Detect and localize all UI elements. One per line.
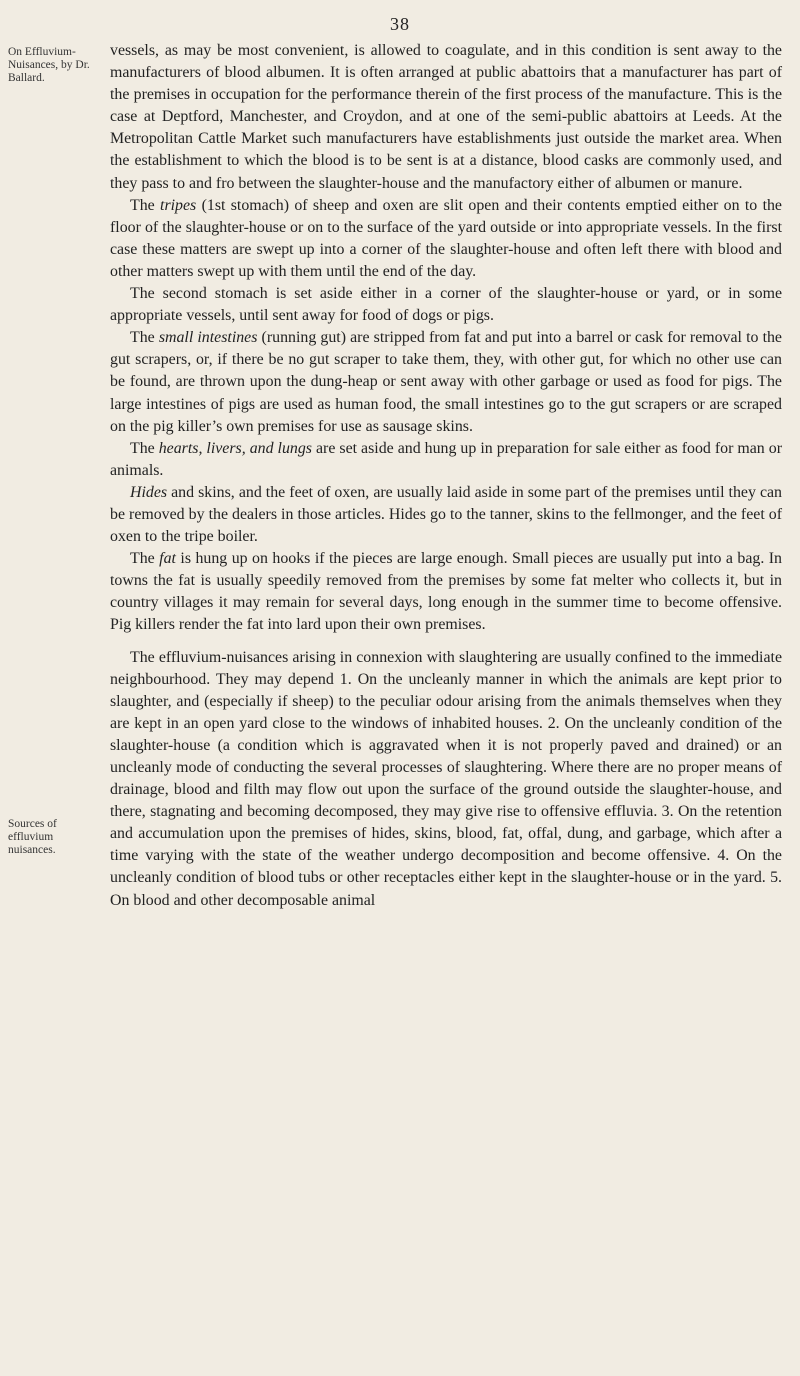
page-number: 38 <box>390 14 410 34</box>
term-hearts-livers-lungs: hearts, livers, and lungs <box>158 439 312 457</box>
paragraph-small-intestines <box>110 327 782 437</box>
term-small-intestines: small intestines <box>158 329 258 347</box>
paragraph-body: are set aside and hung up in preparation for sale either as food for man or animals. <box>110 439 782 479</box>
paragraph-body: and skins, and the feet of oxen, are usually laid aside in some part of the premises until they can be removed by the dealers in those articles. Hides go to the tanner, skins to the fellmonger, and the feet of oxen to the tripe boiler. <box>110 483 782 546</box>
paragraph-body: (1st stomach) of sheep and oxen are slit open and their contents emptied either on to the floor of the slaughter-house or on to the surface of the yard outside or into appropriate vessels. In the first case these matters are swept up into a corner of the slaughter-house and often left there with blood and other matters swept up with them until the end of the day. <box>110 196 782 280</box>
margin-note-sources: Sources of effluvium nuisances. <box>8 818 57 856</box>
paragraph-lead: The <box>130 196 161 214</box>
paragraph-body: is hung up on hooks if the pieces are large enough. Small pieces are usually put into a bag. In towns the fat is usually speedily removed from the premises by some fat melter who collects it, but in country villages it may remain for several days, long enough in the summer time to become offensive. Pig killers render the fat into lard upon their own premises. <box>110 550 782 634</box>
term-tripes: tripes <box>160 196 197 214</box>
paragraph-second-stomach: The second stomach is set aside either in a corner of the slaughter-house or yard, or in some appropriate vessels, until sent away for food of dogs or pigs. <box>110 285 782 325</box>
term-hides: Hides <box>130 483 168 501</box>
paragraph-effluvium-sources: The effluvium-nuisances arising in connexion with slaughtering are usually confined to the immediate neighbourhood. They may depend 1. On the uncleanly manner in which the animals are kept prior to slaughter, and (especially if sheep) to the peculiar odour arising from the animals themselves when they are kept in an open yard close to the windows of inhabited houses. 2. On the uncleanly condition of the slaughter-house (a condition which is aggravated when it is not properly paved and drained) or an uncleanly mode of conducting the several processes of slaughtering. Where there are no proper means of drainage, blood and filth may flow out upon the surface of the ground outside the slaughter-house, and there, stagnating and becoming decomposed, they may give rise to offensive effluvia. 3. On the retention and accumulation upon the premises of hides, skins, blood, fat, offal, dung, and garbage, which after a time varying with the state of the weather undergo decomposition and become offensive. 4. On the uncleanly condition of blood tubs or other receptacles either kept in the slaughter-house or in the yard. 5. On blood and other decomposable animal <box>110 648 782 909</box>
margin-note-author: On Effluvium-Nuisances, by Dr. Ballard. <box>8 46 90 84</box>
term-fat: fat <box>159 550 176 568</box>
paragraph-lead: The <box>130 329 159 347</box>
paragraph-hides <box>110 482 782 548</box>
paragraph-lead: The <box>130 439 159 457</box>
paragraph-body: (running gut) are stripped from fat and put into a barrel or cask for removal to the gut scrapers, or, if there be no gut scraper to take them, they, with other gut, for which no other use can be found, are thrown upon the dung-heap or sent away with other garbage or used as food for pigs. The large intestines of pigs are used as human food, the small intestines go to the gut scrapers or are scraped on the pig killer’s own premises for use as sausage skins. <box>110 329 782 435</box>
body-text <box>110 40 782 912</box>
paragraph-blood-vessels: vessels, as may be most convenient, is allowed to coagulate, and in this condition is sent away to the manufacturers of blood albumen. It is often arranged at public abattoirs that a manufacturer has part of the premises in occupation for the performance therein of the first process of the manufacture. This is the case at Deptford, Manchester, and Croydon, and at one of the semi-public abattoirs at Leeds. At the Metropolitan Cattle Market such manufacturers have establishments just outside the market area. When the establishment to which the blood is to be sent is at a distance, blood casks are commonly used, and they pass to and fro between the slaughter-house and the manufactory either of albumen or manure. <box>110 42 782 192</box>
paragraph-lead: The <box>130 550 160 568</box>
paragraph-tripes <box>110 195 782 283</box>
paragraph-fat <box>110 548 782 636</box>
paragraph-hearts-livers-lungs <box>110 438 782 482</box>
